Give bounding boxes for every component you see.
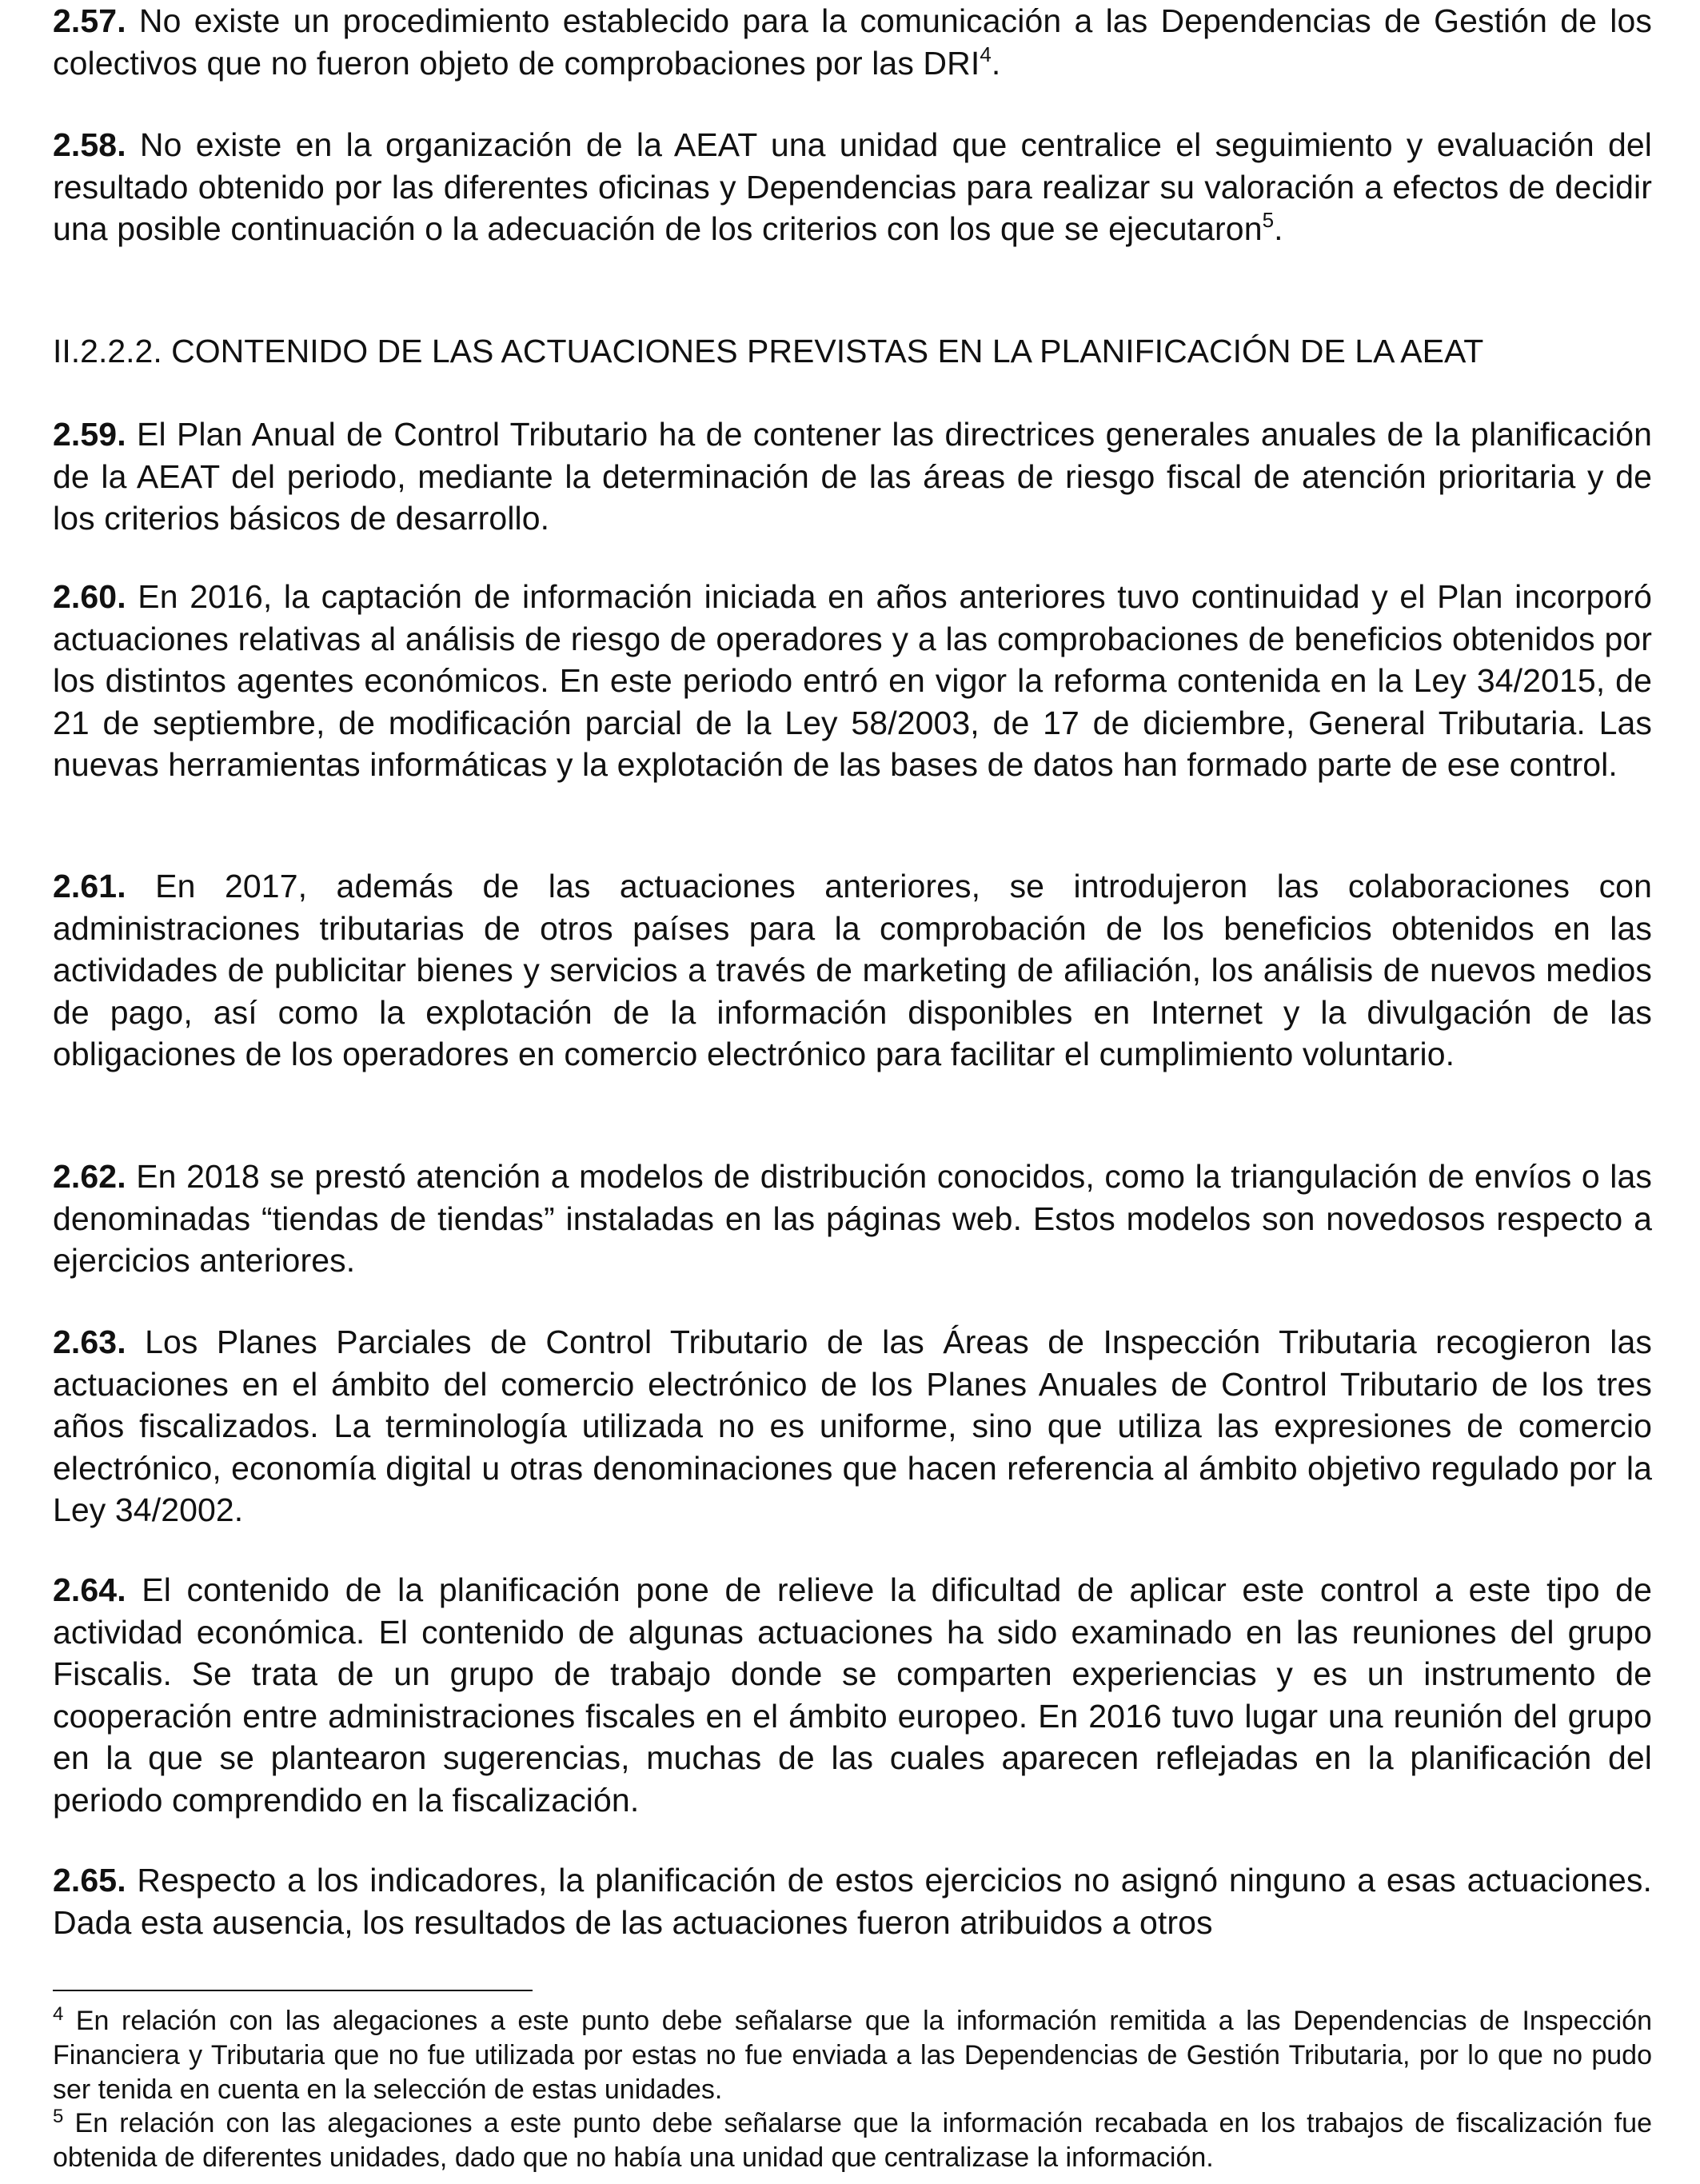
footnote-mark: 5 <box>53 2106 64 2127</box>
paragraph-number: 2.65. <box>53 1862 126 1899</box>
paragraph-2-60 <box>53 576 1652 786</box>
footnote-5 <box>53 2106 1652 2175</box>
paragraph-2-59 <box>53 413 1652 540</box>
paragraph-number: 2.57. <box>53 2 126 39</box>
paragraph-text: En 2017, además de las actuaciones anteriores, se introdujeron las colaboraciones con administraciones tributarias de otros países para la comprobación de los beneficios obtenidos en las actividades de publicitar bienes y servicios a través de marketing de afiliación, los análisis de nuevos medios de pago, así como la explotación de la información disponibles en Internet y la divulgación de las obligaciones de los operadores en comercio electrónico para facilitar el cumplimiento voluntario. <box>53 868 1652 1072</box>
paragraph-2-58 <box>53 124 1652 250</box>
paragraph-text-end: . <box>1274 210 1283 247</box>
footnote-text: En relación con las alegaciones a este punto debe señalarse que la información recabada en los trabajos de fiscalización fue obtenida de diferentes unidades, dado que no había una unidad que centralizase la información. <box>53 2108 1652 2173</box>
paragraph-2-62 <box>53 1156 1652 1282</box>
footnote-separator <box>53 1990 533 1991</box>
footnote-reference[interactable]: 4 <box>980 42 992 66</box>
paragraph-2-57 <box>53 0 1652 84</box>
paragraph-number: 2.63. <box>53 1324 126 1360</box>
footnote-text: En relación con las alegaciones a este punto debe señalarse que la información remitida a las Dependencias de Inspección Financiera y Tributaria que no fue utilizada por estas no fue enviada a las Dependencias de Gestión Tributaria, por lo que no pudo ser tenida en cuenta en la selección de estas unidades. <box>53 2006 1652 2105</box>
footnote-mark: 4 <box>53 2003 64 2025</box>
footnote-4 <box>53 2004 1652 2107</box>
paragraph-number: 2.64. <box>53 1571 126 1608</box>
paragraph-number: 2.61. <box>53 868 126 904</box>
section-heading: II.2.2.2. CONTENIDO DE LAS ACTUACIONES PREVISTAS EN LA PLANIFICACIÓN DE LA AEAT <box>53 333 1484 369</box>
paragraph-text-end: . <box>991 44 1001 82</box>
paragraph-2-61 <box>53 865 1652 1076</box>
paragraph-text: En 2018 se prestó atención a modelos de distribución conocidos, como la triangulación de envíos o las denominadas “tiendas de tiendas” instaladas en las páginas web. Estos modelos son novedosos respecto a ejercicios anteriores. <box>53 1158 1652 1279</box>
paragraph-number: 2.62. <box>53 1158 126 1195</box>
paragraph-text: Los Planes Parciales de Control Tributario de las Áreas de Inspección Tributaria recogieron las actuaciones en el ámbito del comercio electrónico de los Planes Anuales de Control Tributario de los tres años fiscalizados. La terminología utilizada no es uniforme, sino que utiliza las expresiones de comercio electrónico, economía digital u otras denominaciones que hacen referencia al ámbito objetivo regulado por la Ley 34/2002. <box>53 1324 1652 1528</box>
paragraph-2-64 <box>53 1569 1652 1821</box>
paragraph-2-63 <box>53 1321 1652 1531</box>
paragraph-text: Respecto a los indicadores, la planificación de estos ejercicios no asignó ninguno a esas actuaciones. Dada esta ausencia, los resultados de las actuaciones fueron atribuidos a otros <box>53 1862 1652 1941</box>
paragraph-text: No existe un procedimiento establecido para la comunicación a las Dependencias de Gestión de los colectivos que no fueron objeto de comprobaciones por las DRI <box>53 2 1652 82</box>
document-page <box>53 0 1652 2184</box>
paragraph-number: 2.58. <box>53 126 126 163</box>
paragraph-text: No existe en la organización de la AEAT una unidad que centralice el seguimiento y evaluación del resultado obtenido por las diferentes oficinas y Dependencias para realizar su valoración a efectos de decidir una posible continuación o la adecuación de los criterios con los que se ejecutaron <box>53 126 1652 247</box>
paragraph-number: 2.60. <box>53 578 126 615</box>
paragraph-text: En 2016, la captación de información iniciada en años anteriores tuvo continuidad y el Plan incorporó actuaciones relativas al análisis de riesgo de operadores y a las comprobaciones de beneficios obtenidos por los distintos agentes económicos. En este periodo entró en vigor la reforma contenida en la Ley 34/2015, de 21 de septiembre, de modificación parcial de la Ley 58/2003, de 17 de diciembre, General Tributaria. Las nuevas herramientas informáticas y la explotación de las bases de datos han formado parte de ese control. <box>53 578 1652 783</box>
paragraph-number: 2.59. <box>53 416 126 453</box>
footnote-reference[interactable]: 5 <box>1262 208 1275 232</box>
paragraph-text: El Plan Anual de Control Tributario ha de contener las directrices generales anuales de la planificación de la AEAT del periodo, mediante la determinación de las áreas de riesgo fiscal de atención prioritaria y de los criterios básicos de desarrollo. <box>53 416 1652 537</box>
paragraph-2-65 <box>53 1859 1652 1943</box>
paragraph-text: El contenido de la planificación pone de relieve la dificultad de aplicar este control a este tipo de actividad económica. El contenido de algunas actuaciones ha sido examinado en las reuniones del grupo Fiscalis. Se trata de un grupo de trabajo donde se comparten experiencias y es un instrumento de cooperación entre administraciones fiscales en el ámbito europeo. En 2016 tuvo lugar una reunión del grupo en la que se plantearon sugerencias, muchas de las cuales aparecen reflejadas en la planificación del periodo comprendido en la fiscalización. <box>53 1571 1652 1819</box>
